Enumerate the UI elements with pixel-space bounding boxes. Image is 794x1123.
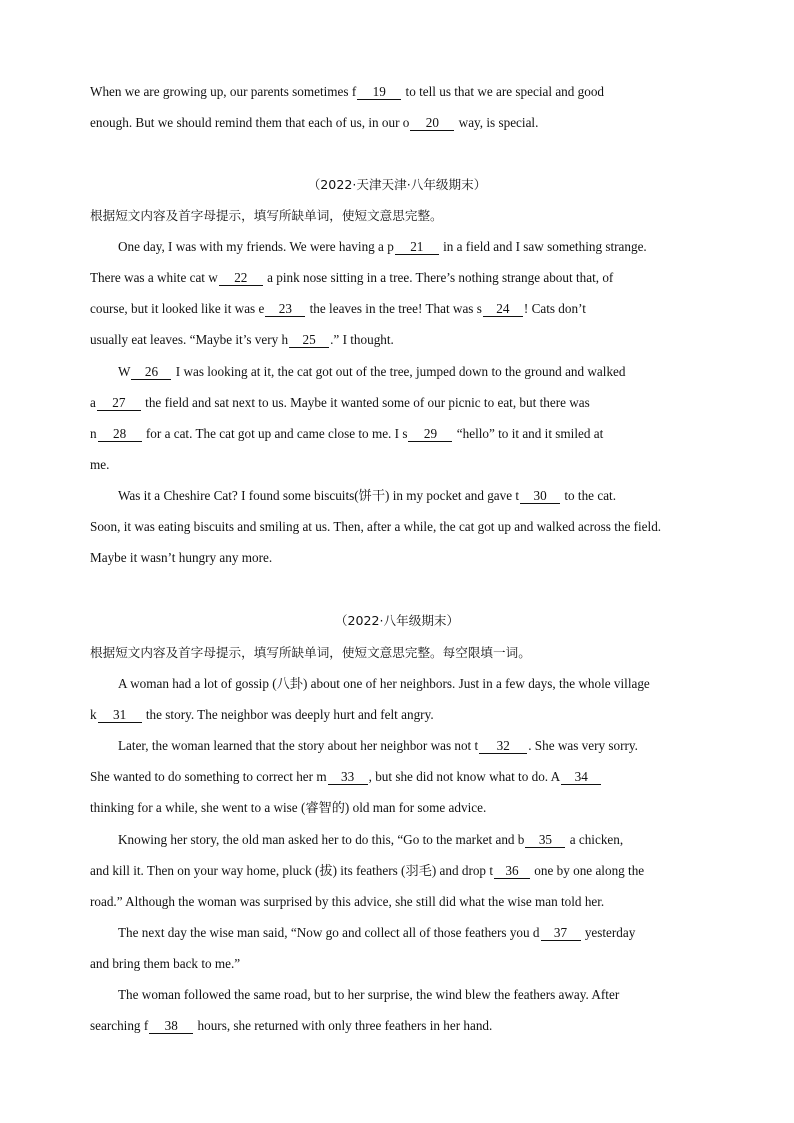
blank-35[interactable]: 35	[525, 833, 565, 848]
blank-38[interactable]: 38	[149, 1019, 193, 1034]
text-line: Was it a Cheshire Cat? I found some biscuits(饼干) in my pocket and gave t 30 to the cat.	[118, 488, 617, 503]
instruction: 根据短文内容及首字母提示，填写所缺单词，使短文意思完整。每空限填一词。	[90, 645, 531, 660]
blank-22[interactable]: 22	[219, 271, 263, 286]
text-line: W 26 I was looking at it, the cat got out of the tree, jumped down to the ground and walked	[118, 364, 626, 379]
blank-25[interactable]: 25	[289, 333, 329, 348]
text-line: The woman followed the same road, but to her surprise, the wind blew the feathers away. After	[118, 987, 620, 1002]
text-line: Knowing her story, the old man asked her to do this, “Go to the market and b 35 a chicken,	[118, 832, 624, 847]
text-line: k 31 the story. The neighbor was deeply hurt and felt angry.	[90, 707, 434, 722]
blank-24[interactable]: 24	[483, 302, 523, 317]
blank-33[interactable]: 33	[328, 770, 368, 785]
text-line: She wanted to do something to correct her m 33 , but she did not know what to do. A 34	[90, 768, 720, 786]
text-line: A woman had a lot of gossip (八卦) about one of her neighbors. Just in a few days, the whole village	[118, 676, 650, 691]
text-line: road.” Although the woman was surprised by this advice, she still did what the wise man told her.	[90, 894, 605, 909]
blank-20[interactable]: 20	[410, 116, 454, 131]
text-line: Soon, it was eating biscuits and smiling at us. Then, after a while, the cat got up and walked across the field.	[90, 519, 662, 534]
blank-31[interactable]: 31	[98, 708, 142, 723]
blank-37[interactable]: 37	[541, 926, 581, 941]
text-line: usually eat leaves. “Maybe it’s very h 25 .” I thought.	[90, 332, 394, 347]
blank-36[interactable]: 36	[494, 864, 530, 879]
text-line: and kill it. Then on your way home, pluck (拔) its feathers (羽毛) and drop t 36 one by one along the	[90, 863, 645, 878]
blank-32[interactable]: 32	[479, 739, 527, 754]
text-line: One day, I was with my friends. We were having a p 21 in a field and I saw something strange.	[118, 239, 647, 254]
text-line: a 27 the field and sat next to us. Maybe it wanted some of our picnic to eat, but there was	[90, 395, 590, 410]
blank-30[interactable]: 30	[520, 489, 560, 504]
section-title: （2022·八年级期末）	[334, 613, 460, 628]
blank-21[interactable]: 21	[395, 240, 439, 255]
text-line: me.	[90, 457, 110, 472]
text-line: n 28 for a cat. The cat got up and came close to me. I s 29 “hello” to it and it smiled at	[90, 426, 604, 441]
text-line: The next day the wise man said, “Now go and collect all of those feathers you d 37 yesterday	[118, 925, 636, 940]
blank-19[interactable]: 19	[357, 85, 401, 100]
text-line: thinking for a while, she went to a wise (睿智的) old man for some advice.	[90, 800, 487, 815]
text-line: searching f 38 hours, she returned with only three feathers in her hand.	[90, 1018, 493, 1033]
blank-27[interactable]: 27	[97, 396, 141, 411]
blank-29[interactable]: 29	[408, 427, 452, 442]
text-line: Later, the woman learned that the story about her neighbor was not t 32 . She was very sorry.	[118, 738, 638, 753]
text-line: and bring them back to me.”	[90, 956, 241, 971]
instruction: 根据短文内容及首字母提示，填写所缺单词，使短文意思完整。	[90, 208, 443, 223]
blank-28[interactable]: 28	[98, 427, 142, 442]
blank-23[interactable]: 23	[265, 302, 305, 317]
text-line: Maybe it wasn’t hungry any more.	[90, 550, 273, 565]
blank-26[interactable]: 26	[131, 365, 171, 380]
section-title: （2022·天津天津·八年级期末）	[307, 177, 487, 192]
text-line: There was a white cat w 22 a pink nose sitting in a tree. There’s nothing strange about that, of	[90, 270, 614, 285]
blank-34[interactable]: 34	[561, 770, 601, 785]
text-line: When we are growing up, our parents sometimes f 19 to tell us that we are special and good	[90, 84, 605, 99]
text-line: course, but it looked like it was e 23 the leaves in the tree! That was s 24 ! Cats don’t	[90, 301, 586, 316]
text-line: enough. But we should remind them that each of us, in our o 20 way, is special.	[90, 115, 539, 130]
